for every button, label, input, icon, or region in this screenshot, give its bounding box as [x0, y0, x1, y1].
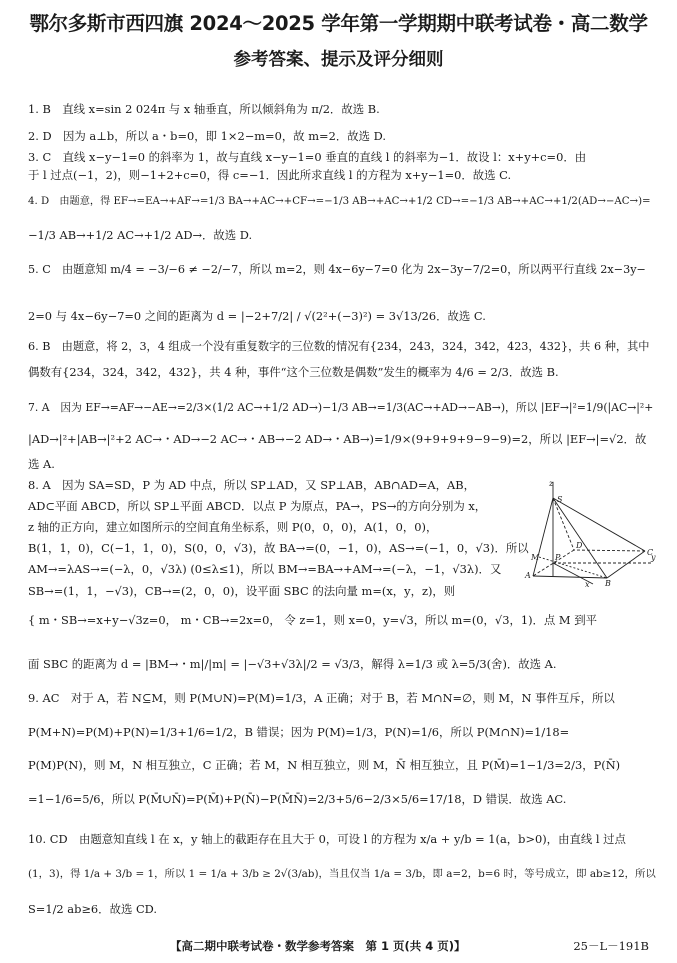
answer-8-line-1: 8. A 因为 SA=SD，P 为 AD 中点，所以 SP⊥AD，又 SP⊥AB，AB∩AD=A，AB，: [28, 478, 476, 492]
answer-8-line-6: SB→=(1，1，−√3)，CB→=(2，0，0)，设平面 SBC 的法向量 m=(x，y，z)，则: [28, 584, 456, 598]
edge-SC: [553, 498, 645, 551]
edge-SB: [553, 498, 607, 578]
answer-7-line-2: |AD→|²+|AB→|²+2 AC→・AD→−2 AC→・AB→−2 AD→・AB→)=1/9×(9+9+9+9−9−9)=2，所以 |EF→|=√2．故: [28, 432, 647, 446]
figure-label-C: C: [647, 548, 654, 557]
figure-label-y: y: [651, 553, 656, 562]
answer-2-line-1: 2. D 因为 a⊥b，所以 a・b=0，即 1×2−m=0，故 m=2．故选 D.: [28, 129, 386, 143]
answer-5-line-2: 2=0 与 4x−6y−7=0 之间的距离为 d = |−2+7/2| / √(2²+(−3)²) = 3√13/26．故选 C.: [28, 309, 486, 323]
footer-page-info: 【高二期中联考试卷・数学参考答案 第 1 页(共 4 页)】: [170, 939, 466, 953]
answer-8-line-5: AM→=λAS→=(−λ，0，√3λ) (0≤λ≤1)，所以 BM→=BA→+AM→=(−λ，−1，√3λ)．又: [28, 562, 502, 576]
answer-4-line-1: 4. D 由题意，得 EF→=EA→+AF→=1/3 BA→+AC→+CF→=−1/3 AB→+AC→+1/2 CD→=−1/3 AB→+AC→+1/2(AD→−AC→)=: [28, 196, 651, 207]
edge-SA: [533, 498, 553, 576]
figure-label-M: M: [531, 553, 540, 562]
figure-label-z: z: [549, 479, 554, 488]
edge-AB: [533, 576, 607, 578]
answer-7-line-1: 7. A 因为 EF→=AF→−AE→=2/3×(1/2 AC→+1/2 AD→)−1/3 AB→=1/3(AC→+AD→−AB→)，所以 |EF→|²=1/9(|AC→|²+: [28, 401, 654, 414]
answer-10-line-1: 10. CD 由题意知直线 l 在 x，y 轴上的截距存在且大于 0，可设 l 的方程为 x/a + y/b = 1(a，b>0)，由直线 l 过点: [28, 832, 626, 846]
figure-label-A: A: [525, 571, 531, 580]
answer-5-line-1: 5. C 由题意知 m/4 = −3/−6 ≠ −2/−7，所以 m=2，则 4x−6y−7=0 化为 2x−3y−7/2=0，所以两平行直线 2x−3y−: [28, 263, 646, 276]
answer-8-line-3: z 轴的正方向，建立如图所示的空间直角坐标系，则 P(0，0，0)，A(1，0，0)，: [28, 520, 438, 534]
answer-7-line-3: 选 A.: [28, 457, 55, 471]
answer-4-line-2: −1/3 AB→+1/2 AC→+1/2 AD→．故选 D.: [28, 228, 253, 242]
figure-label-D: D: [576, 541, 583, 550]
page-title: 鄂尔多斯市西四旗 2024～2025 学年第一学期期中联考试卷・高二数学: [29, 12, 648, 35]
answer-10-line-2: (1，3)，得 1/a + 3/b = 1，所以 1 = 1/a + 3/b ≥ 2√(3/ab)，当且仅当 1/a = 3/b，即 a=2，b=6 时，等号成立，即 ab≥12，所以: [28, 868, 656, 880]
answer-8-line-8: 面 SBC 的距离为 d = |BM→・m|/|m| = |−√3+√3λ|/2 = √3/3，解得 λ=1/3 或 λ=5/3(舍)．故选 A.: [28, 657, 557, 671]
answer-10-line-3: S=1/2 ab≥6．故选 CD.: [28, 902, 158, 916]
answer-6-line-1: 6. B 由题意，将 2，3，4 组成一个没有重复数字的三位数的情况有{234，243，324，342，423，432}，共 6 种，其中: [28, 340, 650, 353]
answer-9-line-1: 9. AC 对于 A，若 N⊆M，则 P(M∪N)=P(M)=1/3，A 正确；对于 B，若 M∩N=∅，则 M，N 事件互斥，所以: [28, 691, 615, 705]
answer-9-line-2: P(M+N)=P(M)+P(N)=1/3+1/6=1/2，B 错误；因为 P(M)=1/3，P(N)=1/6，所以 P(M∩N)=1/18=: [28, 725, 570, 739]
page-footer: [0, 938, 677, 954]
answer-9-line-3: P(M)P(N)，则 M，N 相互独立，C 正确；若 M，N 相互独立，则 M，N̄ 相互独立，且 P(M̄)=1−1/3=2/3，P(N̄): [28, 758, 621, 772]
answer-8-line-7: { m・SB→=x+y−√3z=0， m・CB→=2x=0， 令 z=1，则 x=0，y=√3，所以 m=(0，√3，1)．点 M 到平: [28, 613, 597, 627]
edge-CD: [574, 550, 645, 551]
answer-3-line-2: 于 l 过点(−1，2)，则−1+2+c=0，得 c=−1．因此所求直线 l 的方程为 x+y−1=0．故选 C.: [28, 168, 512, 182]
edge-BC: [607, 551, 645, 578]
figure-label-B: B: [605, 579, 611, 588]
pyramid-figure: [519, 478, 659, 588]
figure-label-x: x: [585, 580, 590, 588]
figure-label-P: P: [555, 553, 561, 562]
footer-code: 25－L－191B: [573, 939, 649, 953]
answer-8-line-2: AD⊂平面 ABCD，所以 SP⊥平面 ABCD．以点 P 为原点，PA→，PS→的方向分别为 x，: [28, 499, 487, 513]
answer-9-line-4: =1−1/6=5/6，所以 P(M̄∪N̄)=P(M̄)+P(N̄)−P(M̄N̄)=2/3+5/6−2/3×5/6=17/18，D 错误．故选 AC.: [28, 792, 567, 806]
answer-1-line-1: 1. B 直线 x=sin 2 024π 与 x 轴垂直，所以倾斜角为 π/2．故选 B.: [28, 102, 380, 116]
answer-8-line-4: B(1，1，0)，C(−1，1，0)，S(0，0，√3)，故 BA→=(0，−1，0)，AS→=(−1，0，√3)．所以: [28, 541, 529, 555]
figure-label-S: S: [557, 495, 563, 504]
page-subtitle: 参考答案、提示及评分细则: [233, 50, 444, 70]
answer-3-line-1: 3. C 直线 x−y−1=0 的斜率为 1，故与直线 x−y−1=0 垂直的直线 l 的斜率为−1．故设 l：x+y+c=0．由: [28, 150, 587, 164]
answer-6-line-2: 偶数有{234，324，342，432}，共 4 种，事件“这个三位数是偶数”发生的概率为 4/6 = 2/3．故选 B.: [28, 365, 559, 379]
segment-BM: [539, 557, 607, 578]
